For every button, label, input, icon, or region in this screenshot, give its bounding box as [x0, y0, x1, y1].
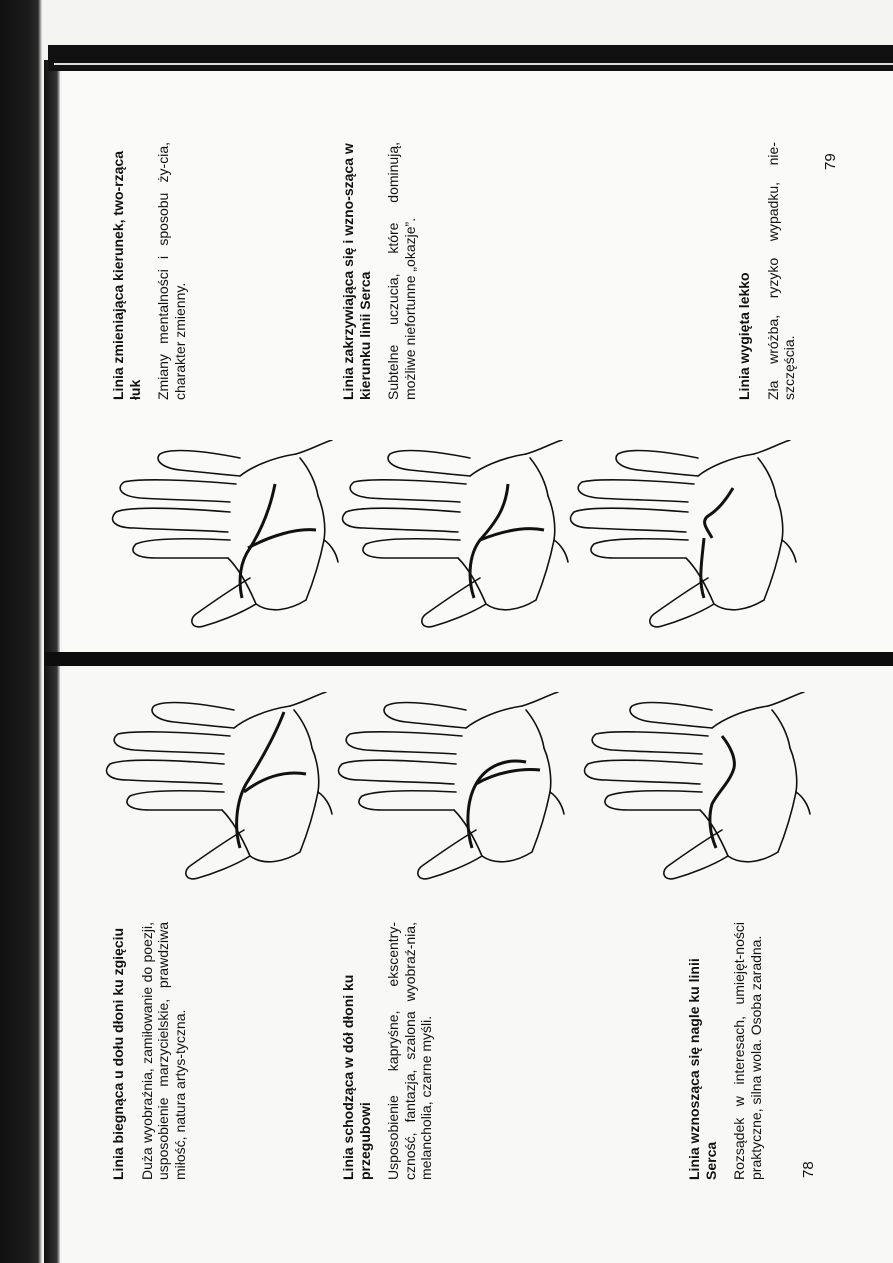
entry-body: Usposobienie kapryśne, ekscentry-czność, fantazja, szalona wyobraź-nia, melancholia, czarne myśli. — [385, 922, 434, 1180]
entry-text — [110, 922, 188, 1180]
entry-heading: Linia wygięta lekko — [736, 272, 752, 400]
entry-text — [340, 922, 435, 1180]
page-gutter — [44, 652, 893, 666]
hand-palm-icon — [572, 692, 812, 882]
entry-body: Zmiany mentalności i sposobu ży-cia, charakter zmienny. — [155, 142, 188, 400]
entry-heading: Linia zmieniająca kierunek, two-rząca łuk — [110, 151, 143, 400]
entry-body: Rozsądek w interesach, umiejęt-ności praktyczne, silna wola. Osoba zaradna. — [731, 922, 764, 1180]
hand-palm-icon — [558, 440, 798, 630]
entry-text — [736, 142, 798, 400]
entry-text — [340, 142, 418, 400]
entry-heading: Linia zakrzywiająca się i wzno-sząca w kierunku linii Serca — [340, 143, 373, 400]
page-number: 79 — [822, 153, 839, 170]
top-edge-band — [48, 45, 893, 71]
scan-shadow-left — [0, 0, 42, 1263]
hand-palm-icon — [330, 440, 570, 630]
entry-text — [110, 142, 188, 400]
page-number: 78 — [800, 1161, 817, 1178]
entry-body: Subtelne uczucia, które dominują, możliwe niefortunne „okazje”. — [385, 142, 418, 400]
entry-heading: Linia wznosząca się nagle ku linii Serca — [686, 958, 719, 1180]
hand-palm-icon — [94, 692, 334, 882]
hand-palm-icon — [100, 440, 340, 630]
entry-heading: Linia schodząca w dół dłoni ku przegubowi — [340, 974, 373, 1180]
entry-heading: Linia biegnąca u dołu dłoni ku zgięciu — [110, 927, 126, 1180]
entry-text — [686, 922, 764, 1180]
entry-body: Duża wyobraźnia, zamiłowanie do poezji, usposobienie marzycielskie, prawdziwa miłość, natura artys-tyczna. — [138, 922, 188, 1180]
hand-palm-icon — [326, 692, 566, 882]
entry-body: Zła wróżba, ryzyko wypadku, nie-szczęścia. — [764, 142, 797, 400]
